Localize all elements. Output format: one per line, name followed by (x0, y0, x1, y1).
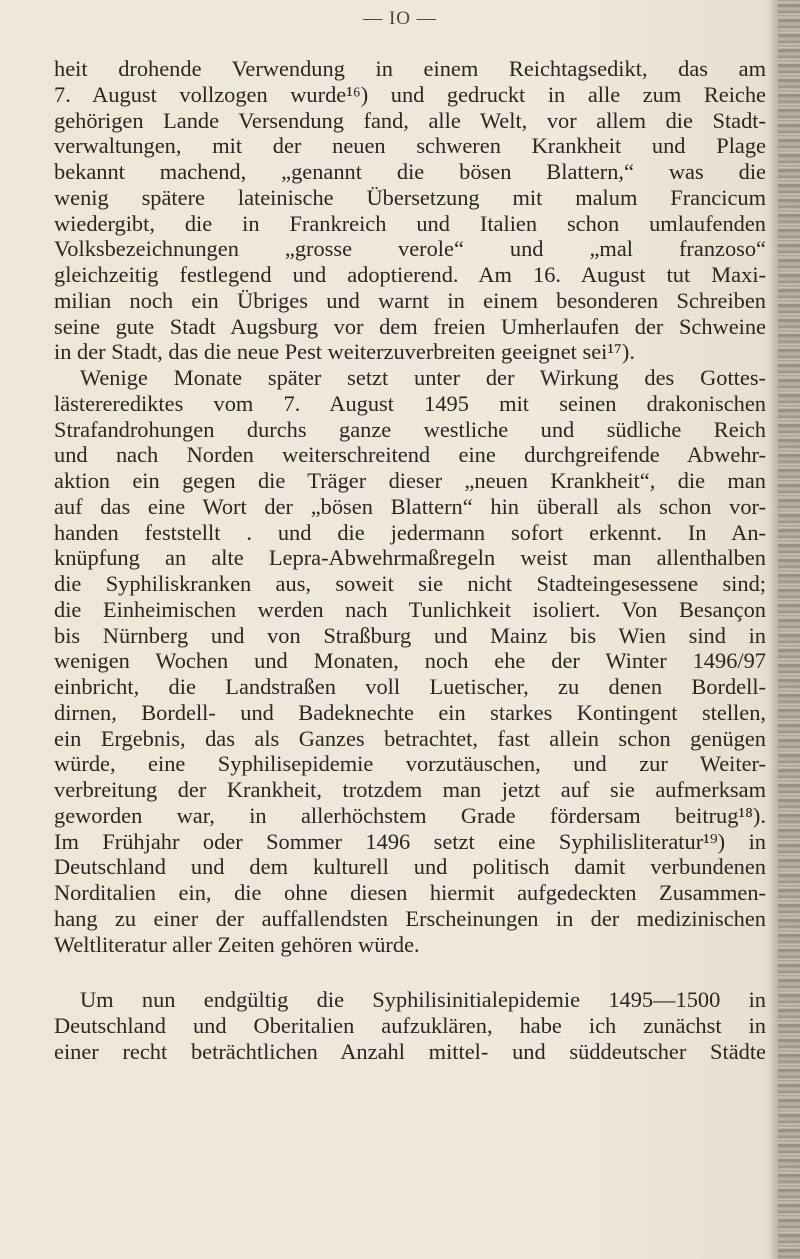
text-line: wenig spätere lateinische Übersetzung mit malum Francicum (54, 184, 766, 210)
text-line: gehörigen Lande Versendung fand, alle Welt, vor allem die Stadt- (54, 107, 766, 133)
page-edge-shadow (778, 0, 800, 1259)
text-line: seine gute Stadt Augsburg vor dem freien Umherlaufen der Schweine (54, 313, 766, 339)
text-line: Norditalien ein, die ohne diesen hiermit aufgedeckten Zusammen- (54, 880, 766, 905)
text-line: Strafandrohungen durchs ganze westliche und südliche Reich (54, 416, 766, 442)
text-line: geworden war, in allerhöchstem Grade fördersam beitrug¹⁸). (54, 802, 766, 828)
text-line: einer recht beträchtlichen Anzahl mittel- und süddeutscher Städte (54, 1038, 766, 1064)
text-line: wenigen Wochen und Monaten, noch ehe der Winter 1496/97 (54, 648, 766, 674)
text-line: Im Frühjahr oder Sommer 1496 setzt eine Syphilisliteratur¹⁹) in (54, 828, 766, 854)
text-line: milian noch ein Übriges und warnt in einem besonderen Schreiben (54, 287, 766, 313)
text-line: Deutschland und Oberitalien aufzuklären, habe ich zunächst in (54, 1013, 766, 1038)
text-line: wiedergibt, die in Frankreich und Italien schon umlaufenden (54, 210, 766, 236)
text-line: Um nun endgültig die Syphilisinitialepidemie 1495—1500 in (80, 987, 766, 1013)
text-line: verwaltungen, mit der neuen schweren Krankheit und Plage (54, 133, 766, 159)
text-line: auf das eine Wort der „bösen Blattern“ hin überall als schon vor- (54, 493, 766, 519)
text-line: Deutschland und dem kulturell und politisch damit verbundenen (54, 854, 766, 880)
text-line: knüpfung an alte Lepra-Abwehrmaßregeln weist man allenthalben (54, 545, 766, 571)
text-line: verbreitung der Krankheit, trotzdem man jetzt auf sie aufmerksam (54, 777, 766, 802)
text-line: die Syphiliskranken aus, soweit sie nicht Stadteingesessene sind; (54, 571, 766, 596)
text-line: dirnen, Bordell- und Badeknechte ein starkes Kontingent stellen, (54, 699, 766, 725)
text-line: heit drohende Verwendung in einem Reichtagsedikt, das am (54, 56, 766, 81)
text-line: einbricht, die Landstraßen voll Luetischer, zu denen Bordell- (54, 674, 766, 699)
text-line: Weltliteratur aller Zeiten gehören würde. (54, 931, 420, 957)
text-line: in der Stadt, das die neue Pest weiterzuverbreiten geeignet sei¹⁷). (54, 339, 635, 365)
text-line: handen feststellt . und die jedermann sofort erkennt. In An- (54, 519, 766, 545)
paragraph-gap (54, 957, 766, 987)
text-line: Wenige Monate später setzt unter der Wirkung des Gottes- (80, 365, 766, 390)
text-line: 7. August vollzogen wurde¹⁶) und gedruckt in alle zum Reiche (54, 81, 766, 107)
text-line: hang zu einer der auffallendsten Erscheinungen in der medizinischen (54, 905, 766, 931)
text-line: bis Nürnberg und von Straßburg und Mainz bis Wien sind in (54, 622, 766, 648)
text-line: die Einheimischen werden nach Tunlichkeit isoliert. Von Besançon (54, 596, 766, 622)
text-line: bekannt machend, „genannt die bösen Blattern,“ was die (54, 159, 766, 184)
text-line: ein Ergebnis, das als Ganzes betrachtet, fast allein schon genügen (54, 725, 766, 751)
page-number: — IO — (363, 8, 437, 29)
body-text (54, 56, 766, 1065)
text-line: und nach Norden weiterschreitend eine durchgreifende Abwehr- (54, 442, 766, 468)
text-line: gleichzeitig festlegend und adoptierend. Am 16. August tut Maxi- (54, 262, 766, 287)
text-line: Volksbezeichnungen „grosse verole“ und „mal franzoso“ (54, 236, 766, 262)
text-line: würde, eine Syphilisepidemie vorzutäuschen, und zur Weiter- (54, 751, 766, 777)
text-line: lästererediktes vom 7. August 1495 mit seinen drakonischen (54, 390, 766, 416)
text-line: aktion ein gegen die Träger dieser „neuen Krankheit“, die man (54, 468, 766, 493)
